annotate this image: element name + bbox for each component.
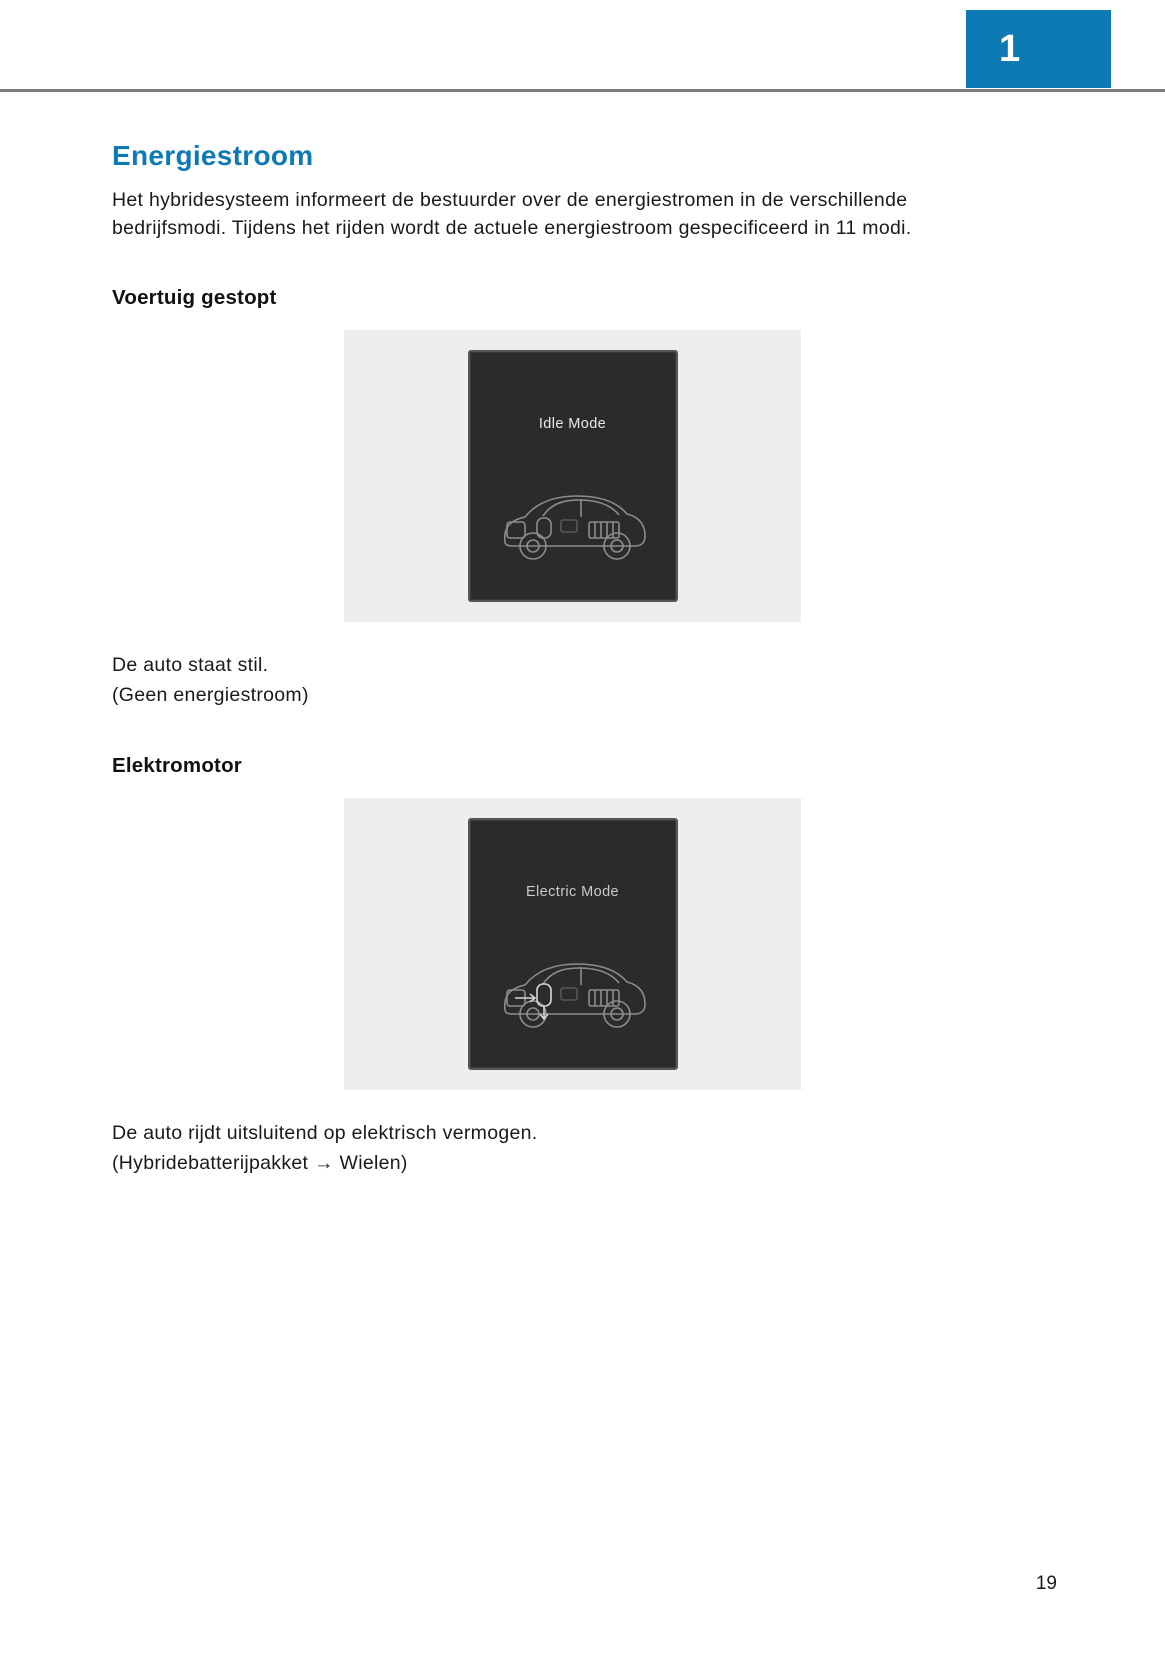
chapter-number: 1 <box>999 28 1021 70</box>
page-number: 19 <box>1035 1573 1057 1594</box>
caption-idle-mode <box>112 650 1017 710</box>
figure-electric-mode <box>344 798 801 1090</box>
cluster-mode-label: Idle Mode <box>538 416 607 432</box>
caption-electric-mode <box>112 1118 1017 1178</box>
instrument-cluster-display-electric <box>468 818 678 1070</box>
chapter-tab <box>966 10 1111 88</box>
caption-line: De auto staat stil. <box>112 654 269 676</box>
cluster-mode-label: Electric Mode <box>525 884 620 900</box>
caption-line: (Geen energiestroom) <box>112 684 309 706</box>
page-header <box>0 0 1165 95</box>
figure-idle-mode <box>344 330 801 622</box>
subsection-heading-electric-motor: Elektromotor <box>112 754 242 777</box>
page-content <box>112 140 1017 1178</box>
intro-paragraph: Het hybridesysteem informeert de bestuurder over de energiestromen in de verschillende bedrijfsmodi. Tijdens het rijden wordt de actuele energiestroom gespecificeerd in 11 modi. <box>112 189 912 239</box>
vehicle-diagram-icon <box>470 940 676 1040</box>
subsection-heading-vehicle-stopped: Voertuig gestopt <box>112 286 277 309</box>
instrument-cluster-display-idle <box>468 350 678 602</box>
caption-line: De auto rijdt uitsluitend op elektrisch vermogen. <box>112 1122 538 1144</box>
caption-line: (Hybridebatterijpakket → Wielen) <box>112 1152 408 1174</box>
page-title: Energiestroom <box>112 140 314 171</box>
vehicle-diagram-icon <box>470 472 676 572</box>
header-divider <box>0 89 1165 92</box>
